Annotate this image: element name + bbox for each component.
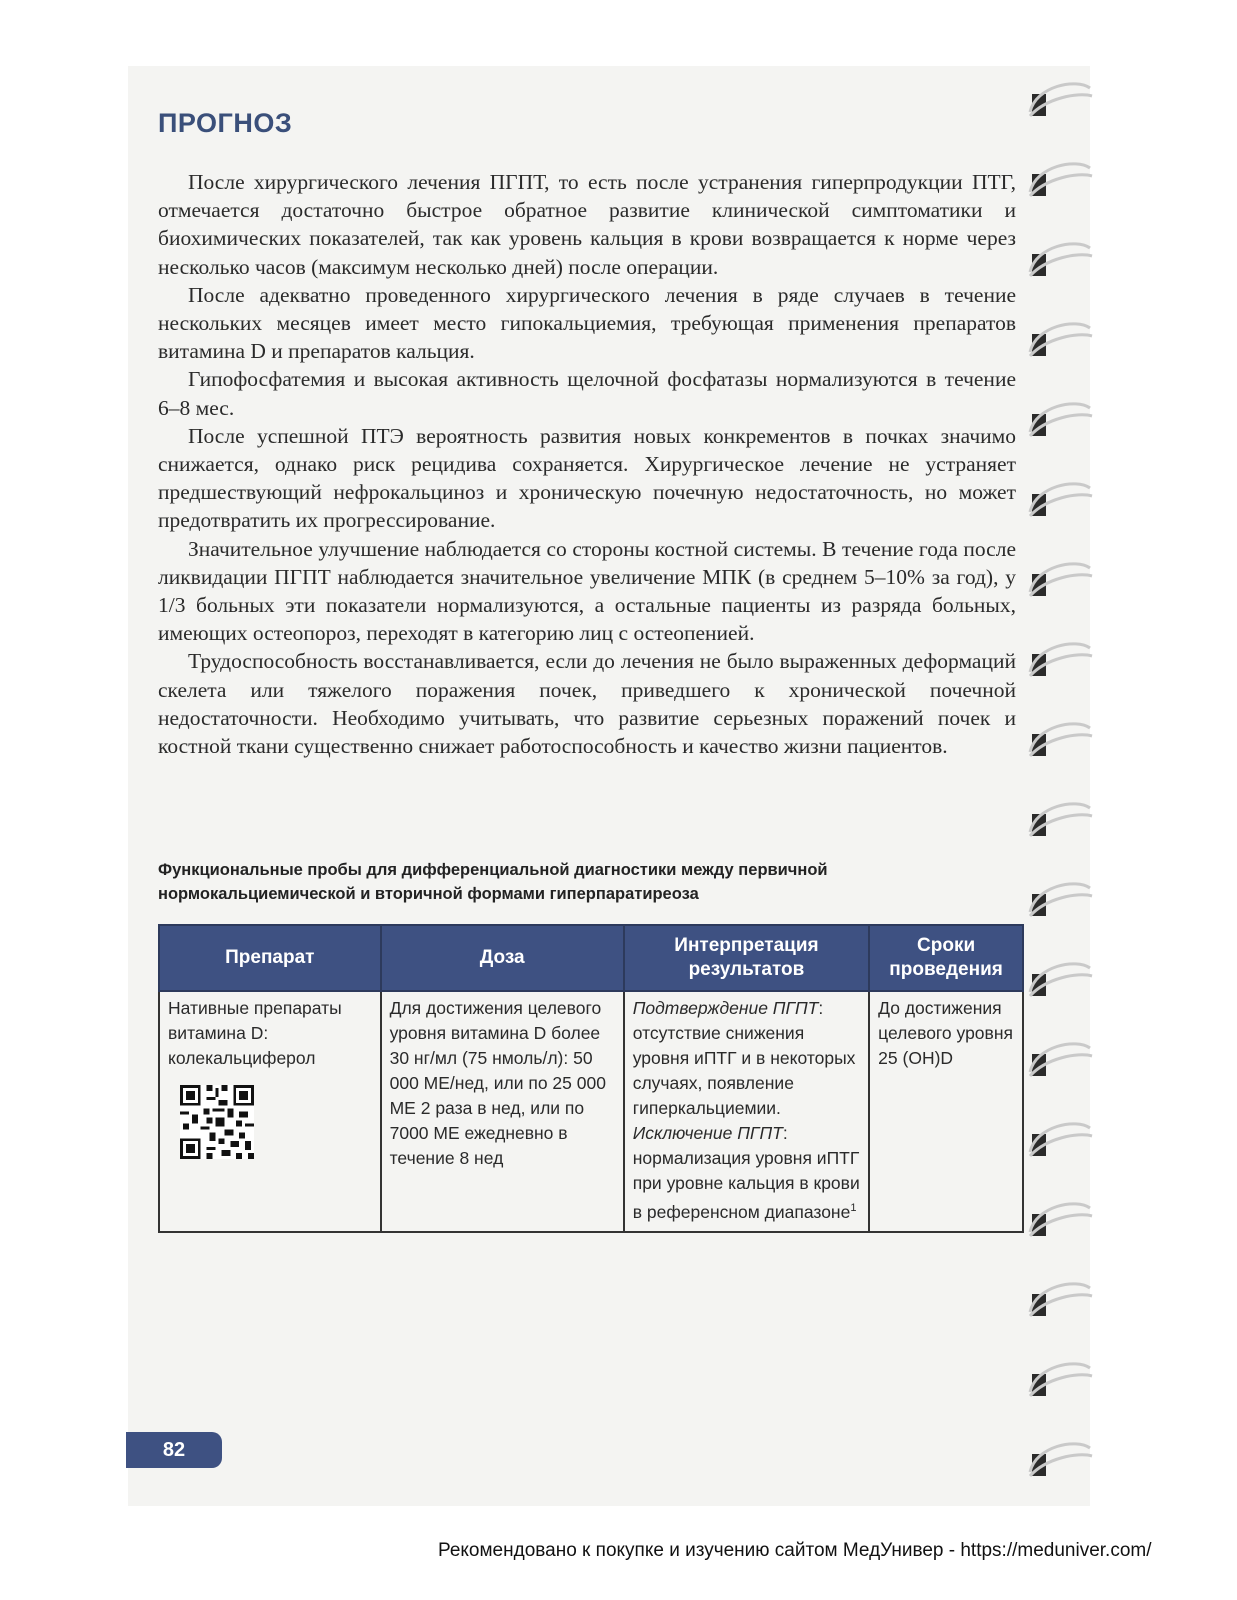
paragraph: После хирургического лечения ПГПТ, то есть после устранения гиперпродукции ПТГ, отмечается достаточно быстрое обратное развитие клинической симптоматики и биохимических показателей, так как уровень кальция в крови возвращается к норме через несколько часов (максимум несколько дней) после операции.	[158, 170, 1016, 279]
header-drug: Препарат	[159, 925, 381, 991]
exclude-label: Исключение ПГПТ	[632, 1123, 783, 1143]
page-number: 82	[126, 1432, 222, 1468]
paragraph: После успешной ПТЭ вероятность развития новых конкрементов в почках значимо снижается, однако риск рецидива сохраняется. Хирургическое лечение не устраняет предшествующий нефрокальциноз и хроническую почечную недостаточность, но может предотвратить их прогрессирование.	[158, 423, 1016, 533]
header-timing: Сроки проведения	[869, 925, 1023, 991]
exclude-text: : нормализация уровня иПТГ при уровне кальция в крови в референсном диапазоне	[632, 1123, 860, 1222]
qr-code-icon[interactable]	[180, 1085, 254, 1159]
functional-tests-table	[158, 924, 1024, 1233]
table-header-row	[159, 925, 1023, 991]
cell-drug	[159, 991, 381, 1232]
table-row	[159, 991, 1023, 1232]
section-heading: ПРОГНОЗ	[158, 108, 293, 138]
paragraph: Трудоспособность восстанавливается, если до лечения не было выраженных деформаций скелета или тяжелого поражения почек, приведшего к хронической почечной недостаточности. Необходимо учитывать, что развитие серьезных поражений почек и костной ткани существенно снижает работоспособность и качество жизни пациентов.	[158, 649, 1016, 759]
confirm-text: : отсутствие снижения уровня иПТГ и в некоторых случаях, появление гиперкальциемии.	[632, 998, 856, 1118]
drug-text: Нативные препараты витамина D: колекальциферол	[168, 998, 342, 1068]
header-interpretation: Интерпретация результатов	[624, 925, 869, 991]
cell-dose: Для достижения целевого уровня витамина D более 30 нг/мл (75 нмоль/л): 50 000 МЕ/нед, или по 25 000 МЕ 2 раза в нед, или по 7000 МЕ ежедневно в течение 8 нед	[381, 991, 624, 1232]
paragraph: Гипофосфатемия и высокая активность щелочной фосфатазы нормализуются в течение 6–8 мес.	[158, 367, 1016, 420]
footer-recommendation: Рекомендовано к покупке и изучению сайтом МедУнивер - https://meduniver.com/	[438, 1540, 1152, 1561]
cell-interpretation	[624, 991, 869, 1232]
confirm-label: Подтверждение ПГПТ	[632, 998, 819, 1018]
header-dose: Доза	[381, 925, 624, 991]
table-caption: Функциональные пробы для дифференциальной диагностики между первичной нормокальциемической и вторичной формами гиперпаратиреоза	[158, 861, 828, 903]
cell-timing: До достижения целевого уровня 25 (OH)D	[869, 991, 1023, 1232]
paragraph: После адекватно проведенного хирургического лечения в ряде случаев в течение нескольких месяцев имеет место гипокальциемия, требующая применения препаратов витамина D и препаратов кальция.	[158, 282, 1016, 364]
footnote-mark: 1	[850, 1202, 857, 1214]
body-text	[158, 168, 1016, 760]
spiral-binding-icon	[1026, 66, 1096, 1506]
paragraph: Значительное улучшение наблюдается со стороны костной системы. В течение года после ликвидации ПГПТ наблюдается значительное увеличение МПК (в среднем 5–10% за год), у 1/3 больных эти показатели нормализуются, а остальные пациенты из разряда больных, имеющих остеопороз, переходят в категорию лиц с остеопенией.	[158, 536, 1016, 646]
